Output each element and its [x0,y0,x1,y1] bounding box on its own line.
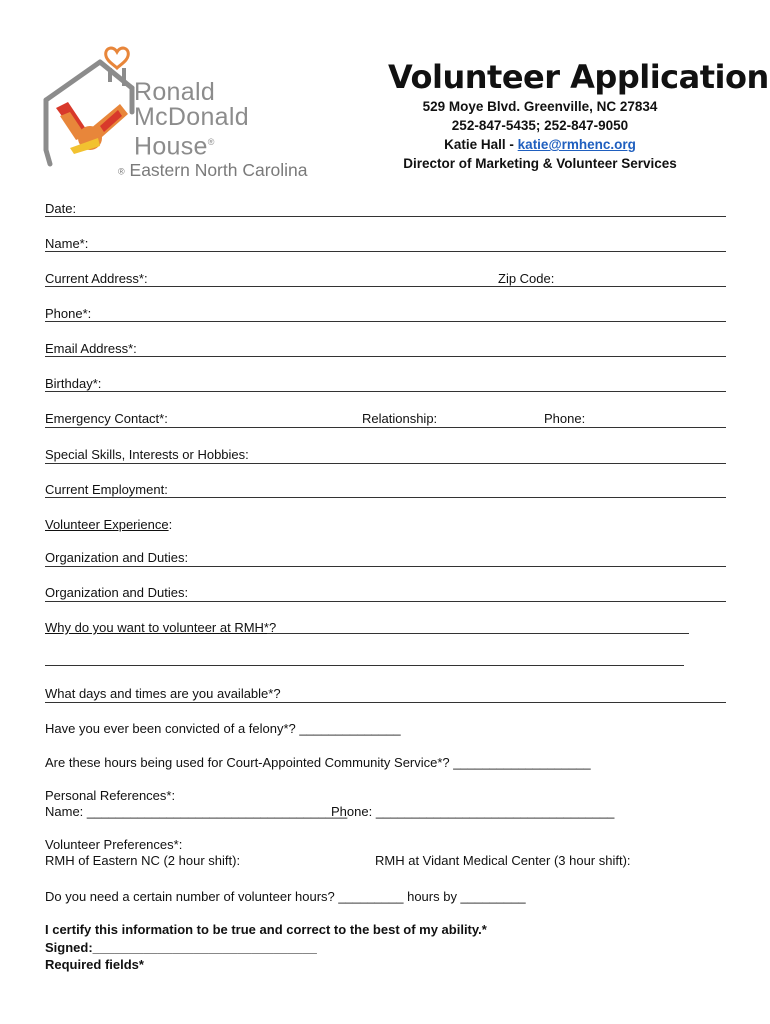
email-field[interactable] [45,356,726,357]
logo-line-ronald: Ronald [134,78,216,106]
header-role: Director of Marketing & Volunteer Services [403,156,677,171]
felony-question: Have you ever been convicted of a felony*? ______________ [45,721,401,736]
phone-field[interactable] [45,321,726,322]
required-fields-note: Required fields* [45,957,144,972]
employment-label: Current Employment: [45,482,168,497]
signature-field[interactable]: Signed:_______________________________ [45,940,317,955]
preferences-title: Volunteer Preferences*: [45,837,183,852]
email-label: Email Address*: [45,341,137,356]
address-field[interactable] [45,286,726,287]
date-label: Date: [45,201,77,216]
zip-label: Zip Code: [498,271,555,286]
why-volunteer-field[interactable] [267,633,689,634]
preference-vidant[interactable]: RMH at Vidant Medical Center (3 hour shift): [375,853,631,868]
org-duties-field-2[interactable] [45,601,726,602]
header-address: 529 Moye Blvd. Greenville, NC 27834 [422,99,658,114]
birthday-label: Birthday*: [45,376,102,391]
emergency-phone-label: Phone: [544,411,586,426]
page-title: Volunteer Application [388,58,769,96]
availability-label: What days and times are you available*? [45,686,281,701]
date-field[interactable] [45,216,726,217]
preference-eastern-nc[interactable]: RMH of Eastern NC (2 hour shift): [45,853,241,868]
header-phones: 252-847-5435; 252-847-9050 [451,118,629,133]
references-name-field[interactable]: Name: ____________________________________ [45,804,348,819]
name-label: Name*: [45,236,89,251]
logo-line-house: House® [134,132,215,161]
references-title: Personal References*: [45,788,176,803]
hours-needed-question: Do you need a certain number of volunteer hours? _________ hours by _________ [45,889,526,904]
birthday-field[interactable] [45,391,726,392]
why-volunteer-field-2[interactable] [45,665,684,666]
org-duties-label-2: Organization and Duties: [45,585,189,600]
logo-wordmark [134,80,249,159]
skills-field[interactable] [45,463,726,464]
court-service-question: Are these hours being used for Court-Appointed Community Service*? ___________________ [45,755,591,770]
logo-line-mcdonald: McDonald [134,103,249,131]
why-volunteer-label: Why do you want to volunteer at RMH*? [45,620,277,635]
availability-field[interactable] [45,702,726,703]
address-label: Current Address*: [45,271,148,286]
experience-label: Volunteer Experience: [45,517,173,532]
org-duties-field-1[interactable] [45,566,726,567]
emergency-contact-label: Emergency Contact*: [45,411,168,426]
employment-field[interactable] [45,497,726,498]
emergency-contact-field[interactable] [45,427,726,428]
contact-email-link[interactable]: katie@rmhenc.org [517,137,636,152]
hands-icon [56,102,128,154]
references-phone-field[interactable]: Phone: _________________________________ [331,804,615,819]
phone-label: Phone*: [45,306,92,321]
header-contact [392,137,688,152]
org-duties-label-1: Organization and Duties: [45,550,189,565]
name-field[interactable] [45,251,726,252]
relationship-label: Relationship: [362,411,438,426]
heart-icon [106,48,129,68]
skills-label: Special Skills, Interests or Hobbies: [45,447,249,462]
contact-name: Katie Hall - [444,137,514,152]
certify-statement: I certify this information to be true and correct to the best of my ability.* [45,922,487,937]
logo-subtitle: ® Eastern North Carolina [118,160,308,180]
